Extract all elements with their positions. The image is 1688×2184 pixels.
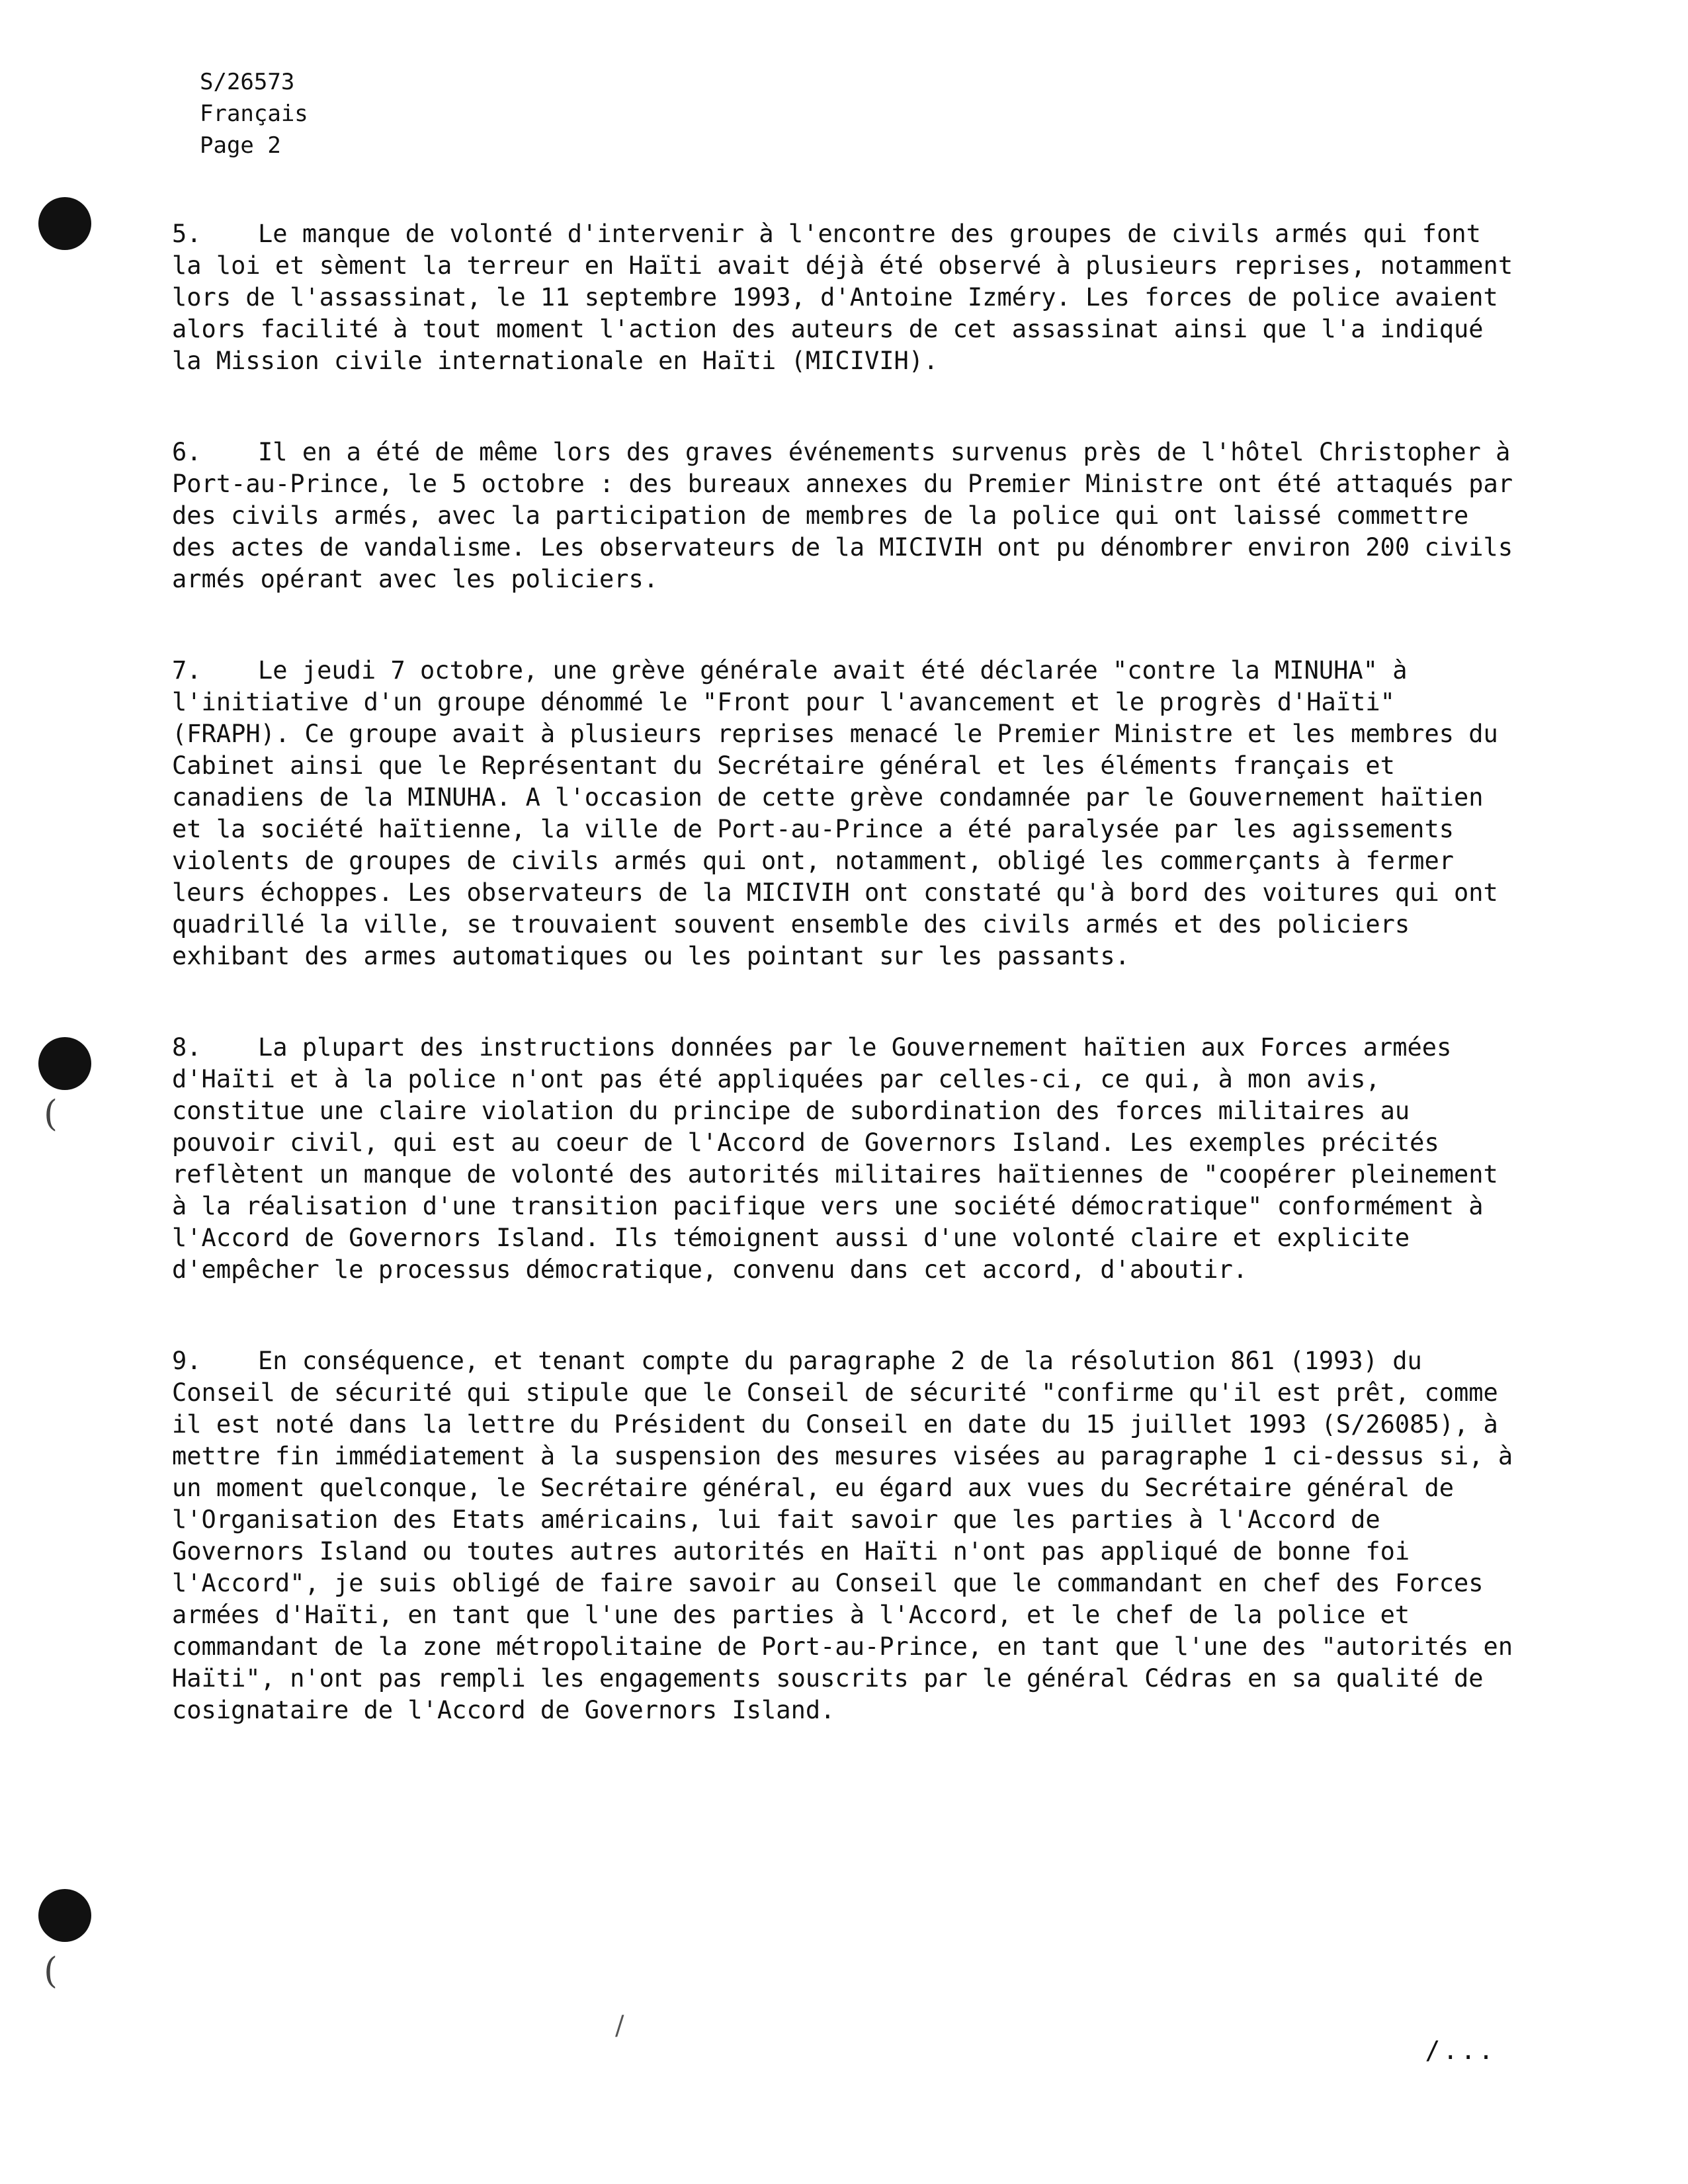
document-language: Français (200, 101, 308, 127)
document-body (172, 218, 1521, 1786)
paragraph-number: 7. (172, 656, 202, 685)
paragraph-9 (172, 1345, 1521, 1726)
paragraph-number: 5. (172, 220, 202, 248)
punch-hole-middle (38, 1037, 91, 1090)
punch-hole-top (38, 197, 91, 250)
document-header (200, 66, 308, 161)
paragraph-number: 8. (172, 1033, 202, 1062)
page-number: Page 2 (200, 132, 281, 159)
paragraph-text: Le manque de volonté d'intervenir à l'encontre des groupes de civils armés qui font la loi et sèment la terreur en Haïti avait déjà été observé à plusieurs reprises, notamment lors de l'assassinat, le 11 septembre 1993, d'Antoine Izméry. Les forces de police avaient alors facilité à tout moment l'action des auteurs de cet assassinat ainsi que l'a indiqué la Mission civile internationale en Haïti (MICIVIH). (172, 220, 1513, 375)
paragraph-7 (172, 655, 1521, 972)
paragraph-text: Le jeudi 7 octobre, une grève générale avait été déclarée "contre la MINUHA" à l'initiative d'un groupe dénommé le "Front pour l'avancement et le progrès d'Haïti" (FRAPH). Ce groupe avait à plusieurs reprises menacé le Premier Ministre et les membres du Cabinet ainsi que le Représentant du Secrétaire général et les éléments français et canadiens de la MINUHA. A l'occasion de cette grève condamnée par le Gouvernement haïtien et la société haïtienne, la ville de Port-au-Prince a été paralysée par les agissements violents de groupes de civils armés qui ont, notamment, obligé les commerçants à fermer leurs échoppes. Les observateurs de la MICIVIH ont constaté qu'à bord des voitures qui ont quadrillé la ville, se trouvaient souvent ensemble des civils armés et des policiers exhibant des armes automatiques ou les pointant sur les passants. (172, 656, 1498, 970)
paragraph-number: 6. (172, 438, 202, 466)
stray-mark: / (615, 2011, 624, 2041)
paragraph-text: En conséquence, et tenant compte du paragraphe 2 de la résolution 861 (1993) du Conseil de sécurité qui stipule que le Conseil de sécurité "confirme qu'il est prêt, comme il est noté dans la lettre du Président du Conseil en date du 15 juillet 1993 (S/26085), à mettre fin immédiatement à la suspension des mesures visées au paragraphe 1 ci-dessus si, à un moment quelconque, le Secrétaire général, eu égard aux vues du Secrétaire général de l'Organisation des Etats américains, lui fait savoir que les parties à l'Accord de Governors Island ou toutes autres autorités en Haïti n'ont pas appliqué de bonne foi l'Accord", je suis obligé de faire savoir au Conseil que le commandant en chef des Forces armées d'Haïti, en tant que l'une des parties à l'Accord, et le chef de la police et commandant de la zone métropolitaine de Port-au-Prince, en tant que l'une des "autorités en Haïti", n'ont pas rempli les engagements souscrits par le général Cédras en sa qualité de cosignataire de l'Accord de Governors Island. (172, 1347, 1513, 1724)
paragraph-6 (172, 437, 1521, 595)
paragraph-text: Il en a été de même lors des graves événements survenus près de l'hôtel Christopher à Port-au-Prince, le 5 octobre : des bureaux annexes du Premier Ministre ont été attaqués par des civils armés, avec la participation de membres de la police qui ont laissé commettre des actes de vandalisme. Les observateurs de la MICIVIH ont pu dénombrer environ 200 civils armés opérant avec les policiers. (172, 438, 1513, 593)
paragraph-5 (172, 218, 1521, 377)
paragraph-text: La plupart des instructions données par le Gouvernement haïtien aux Forces armées d'Haïti et à la police n'ont pas été appliquées par celles-ci, ce qui, à mon avis, constitue une claire violation du principe de subordination des forces militaires au pouvoir civil, qui est au coeur de l'Accord de Governors Island. Les exemples précités reflètent un manque de volonté des autorités militaires haïtiennes de "coopérer pleinement à la réalisation d'une transition pacifique vers une société démocratique" conformément à l'Accord de Governors Island. Ils témoignent aussi d'une volonté claire et explicite d'empêcher le processus démocratique, convenu dans cet accord, d'aboutir. (172, 1033, 1498, 1284)
punch-mark-middle: ( (44, 1093, 58, 1134)
continuation-marker: /... (1425, 2036, 1496, 2065)
punch-mark-bottom: ( (44, 1950, 58, 1992)
paragraph-8 (172, 1032, 1521, 1286)
paragraph-number: 9. (172, 1347, 202, 1375)
punch-hole-bottom (38, 1889, 91, 1942)
document-symbol: S/26573 (200, 69, 295, 95)
